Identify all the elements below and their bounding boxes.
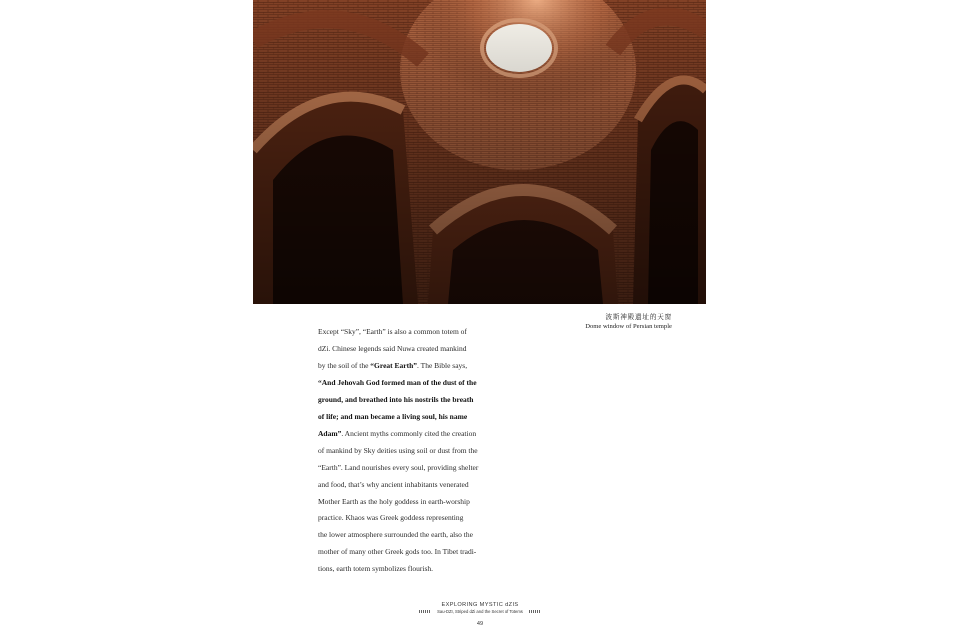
ornament-icon [529,610,541,613]
body-line: and food, that’s why ancient inhabitants venerated [318,479,469,489]
body-line: Mother Earth as the holy goddess in earth-worship [318,496,470,506]
bible-quote-line [318,392,504,409]
bible-quote-line [318,409,504,426]
body-line: of mankind by Sky deities using soil or dust from the [318,445,478,455]
caption-english: Dome window of Persian temple [585,322,672,330]
dome-window-photo [253,0,706,304]
dome-photo-illustration [253,0,706,304]
body-line-text: . The Bible says, [417,360,468,370]
photo-caption [585,314,672,331]
ornament-icon [419,610,431,613]
footer-book-title: EXPLORING MYSTIC dZIS [441,602,519,608]
bible-quote-text: Adam” [318,428,342,438]
page-number: 49 [476,621,484,627]
footer-subtitle: Sau-DZI, Striped dZi and the Secret of Totems [437,609,523,614]
bible-quote-text: of life; and man became a living soul, his name [318,411,468,421]
bible-quote-text: “And Jehovah God formed man of the dust of the [318,377,477,387]
footer-subtitle-row [0,609,960,614]
bible-quote-text: ground, and breathed into his nostrils the breath [318,394,474,404]
body-line-text: . Ancient myths commonly cited the creation [341,428,477,438]
body-line: tions, earth totem symbolizes flourish. [318,564,433,574]
body-paragraph [318,324,504,578]
bible-quote-line [318,375,504,392]
caption-chinese: 波斯神殿遺址的天窗 [605,314,672,321]
body-line [318,358,504,375]
great-earth-term: “Great Earth” [370,360,418,370]
body-line: “Earth”. Land nourishes every soul, providing shelter [318,462,479,472]
body-line: Except “Sky”, “Earth” is also a common totem of [318,327,467,336]
body-line: the lower atmosphere surrounded the earth, also the [318,530,473,540]
body-line: mother of many other Greek gods too. In Tibet tradi- [318,547,477,557]
body-line: practice. Khaos was Greek goddess representing [318,513,464,523]
body-line-text: by the soil of the [318,360,371,370]
body-line [318,426,504,443]
body-line: dZi. Chinese legends said Nuwa created mankind [318,343,467,353]
